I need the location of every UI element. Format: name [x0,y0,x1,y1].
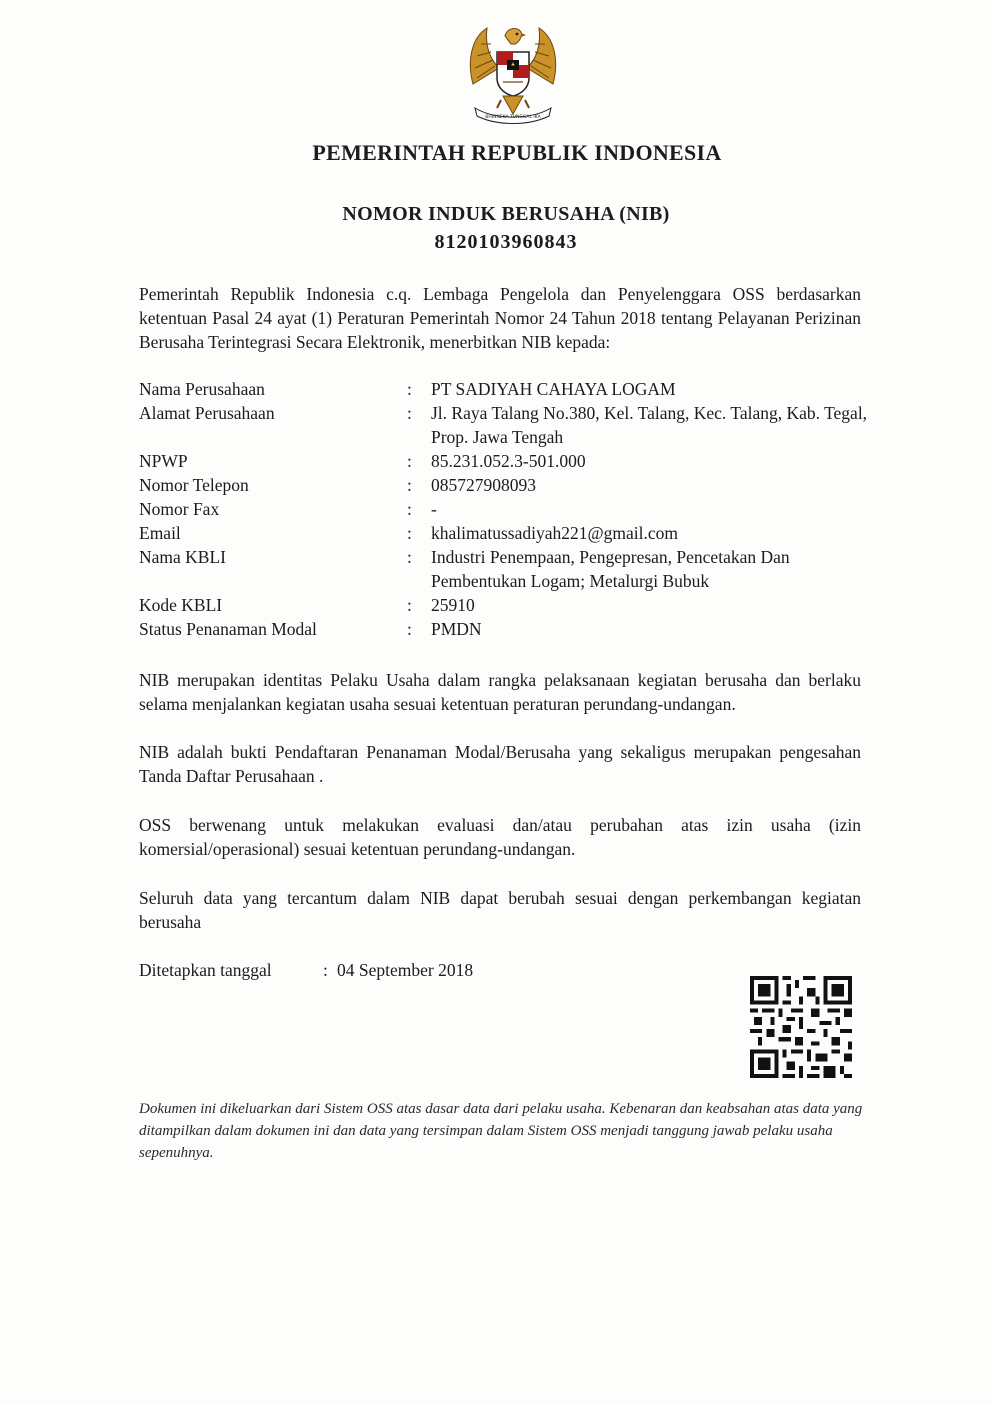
field-value: Industri Penempaan, Pengepresan, Pencetakan Dan Pembentukan Logam; Metalurgi Bubuk [431,547,790,591]
garuda-emblem-icon [465,22,561,124]
field-colon: : [407,595,412,615]
government-heading: PEMERINTAH REPUBLIK INDONESIA [312,140,722,165]
field-label: Email [139,523,181,543]
field-colon: : [407,547,412,567]
issue-date-row [139,958,473,982]
field-label: Nama KBLI [139,547,226,567]
paragraph-data-changes: Seluruh data yang tercantum dalam NIB dapat berubah sesuai dengan perkembangan kegiatan berusaha [139,888,861,932]
field-label: Nomor Fax [139,499,220,519]
field-value: 25910 [431,595,475,615]
field-label: Status Penanaman Modal [139,619,317,639]
field-value: - [431,499,437,519]
document-title: NOMOR INDUK BERUSAHA (NIB) [342,203,670,225]
field-colon: : [407,403,412,423]
field-value: Jl. Raya Talang No.380, Kel. Talang, Kec. Talang, Kab. Tegal, Prop. Jawa Tengah [431,403,868,447]
paragraph-nib-identity: NIB merupakan identitas Pelaku Usaha dalam rangka pelaksanaan kegiatan berusaha dan berlaku selama menjalankan kegiatan usaha sesuai ketentuan peraturan perundang-undangan. [139,670,861,714]
field-row-phone [139,473,869,497]
field-row-email [139,521,869,545]
emblem-motto: BHINNEKA TUNGGAL IKA [485,115,541,120]
field-colon: : [407,379,412,399]
field-value: PMDN [431,619,482,639]
field-row-kbli-code [139,593,869,617]
field-label: Alamat Perusahaan [139,403,275,423]
footer-disclaimer: Dokumen ini dikeluarkan dari Sistem OSS atas dasar data dari pelaku usaha. Kebenaran dan keabsahan atas data yang ditampilkan dalam dokumen ini dan data yang tersimpan dalam Sistem OSS menjadi tanggung jawab pelaku usaha sepenuhnya. [139,1101,863,1161]
field-colon: : [407,523,412,543]
field-label: NPWP [139,451,188,471]
field-row-company-address [139,401,869,449]
field-row-fax [139,497,869,521]
issue-date-label: Ditetapkan tanggal [139,960,272,980]
field-row-npwp [139,449,869,473]
paragraph-oss-authority: OSS berwenang untuk melakukan evaluasi dan/atau perubahan atas izin usaha (izin komersial/operasional) sesuai ketentuan perundang-undangan. [139,815,861,859]
field-value: PT SADIYAH CAHAYA LOGAM [431,379,676,399]
field-value: 085727908093 [431,475,536,495]
intro-paragraph: Pemerintah Republik Indonesia c.q. Lembaga Pengelola dan Penyelenggara OSS berdasarkan ketentuan Pasal 24 ayat (1) Peraturan Pemerintah Nomor 24 Tahun 2018 tentang Pelayanan Perizinan Berusaha Terintegrasi Secara Elektronik, menerbitkan NIB kepada: [139,284,861,352]
field-colon: : [407,451,412,471]
qr-code-icon [750,975,852,1079]
field-label: Nomor Telepon [139,475,249,495]
field-row-company-name [139,377,869,401]
field-value: 85.231.052.3-501.000 [431,451,586,471]
company-details [139,377,869,641]
nib-number: 8120103960843 [434,231,578,253]
issue-date-colon: : [323,960,328,980]
issue-date-value: 04 September 2018 [337,960,474,980]
field-colon: : [407,499,412,519]
field-value: khalimatussadiyah221@gmail.com [431,523,678,543]
field-row-investment-status [139,617,869,641]
paragraph-registration-proof: NIB adalah bukti Pendaftaran Penanaman Modal/Berusaha yang sekaligus merupakan pengesahan Tanda Daftar Perusahaan . [139,742,861,786]
field-row-kbli-name [139,545,869,593]
field-label: Nama Perusahaan [139,379,265,399]
field-colon: : [407,619,412,639]
field-label: Kode KBLI [139,595,223,615]
field-colon: : [407,475,412,495]
